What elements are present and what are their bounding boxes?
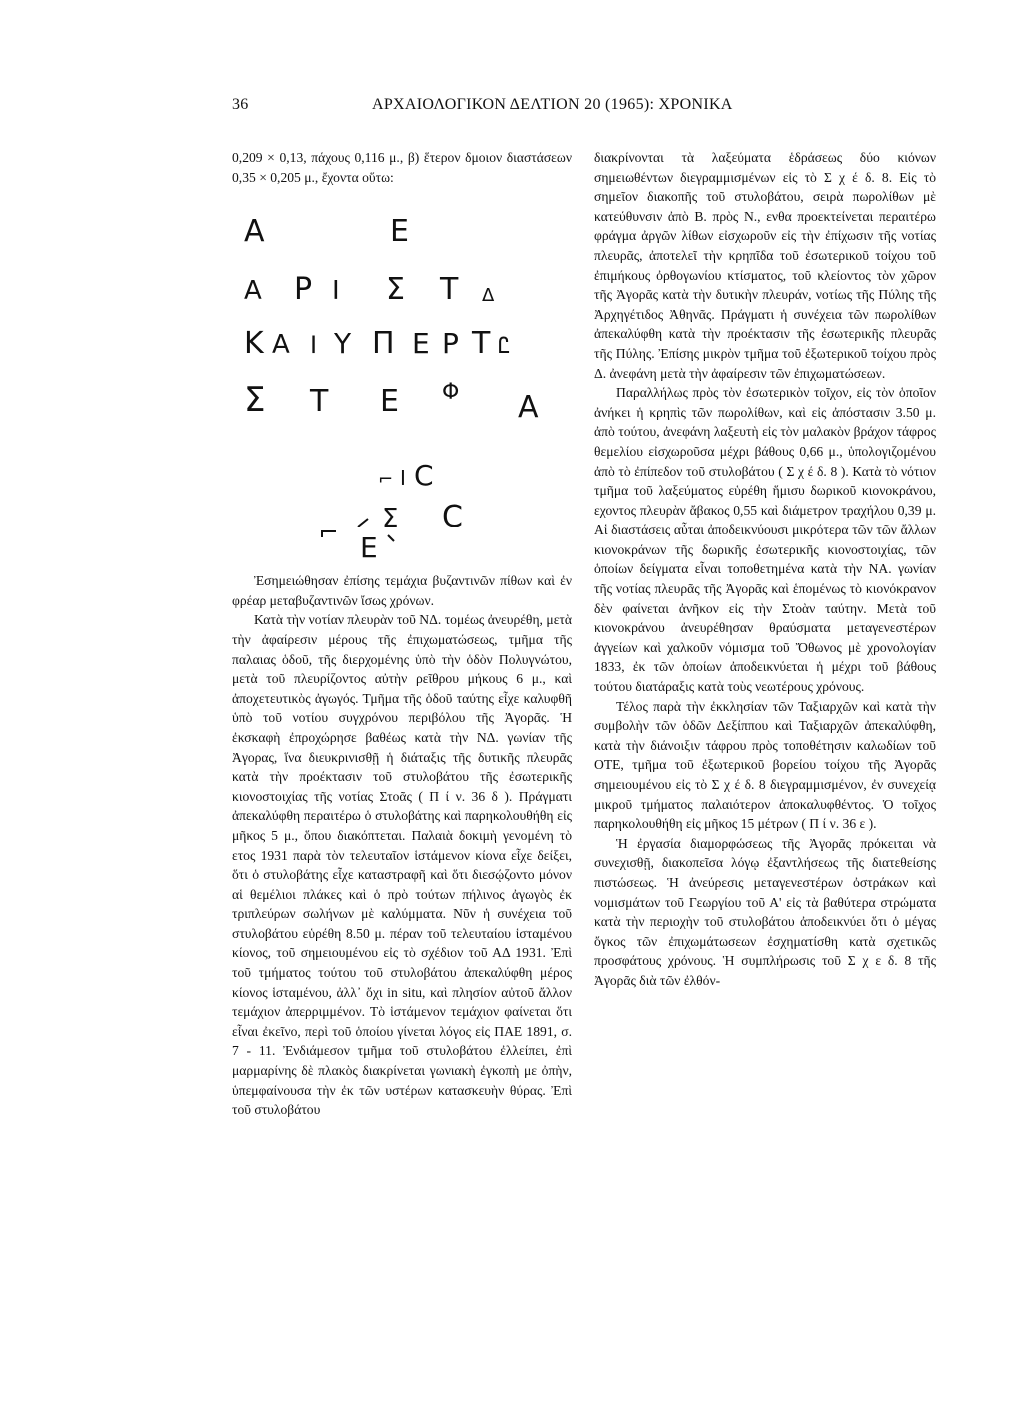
paragraph: διακρίνονται τὰ λαξεύματα ἑδράσεως δύο κιόνων σημειωθέντων διεγραμμισμένων εἰς τὸ Σ χ έ δ. 8. Εἰς τὸ σημεῖον διακοπῆς τοῦ στυλοβάτου, σειρὰ πωρολίθων μὲ κατεύθυνσιν ἀπὸ Β. πρὸς Ν., ενθα προεκτείνεται περαιτέρω φράγμα ἀργῶν λίθων εἰσχωροῦν εἰς τὴν ἐπίχωσιν τῆς νοτίας πλευρᾶς, ἀποτελεῖ τὴν κρηπῖδα τοῦ ἐσωτερικοῦ τοίχου τοῦ ἐπιμήκους ὀρθογωνίου κτίσματος, τοῦ κλείοντος τὸν χῶρον τῆς Ἀγορᾶς κατὰ τὴν δυτικὴν πλευράν, νοτίως τῆς Πύλης τῆς Ἀρχηγέτιδος Ἀθηνᾶς. Πράγματι ἡ συνέχεια τῶν πωρολίθων ἀπεκαλύφθη κατὰ τὴν προέκτασιν τῆς ἐσωτερικῆς πλευρᾶς τῆς Πύλης. Ἐπίσης μικρὸν τμῆμα τοῦ ἐξωτερικοῦ τοίχου πρὸς Δ. ἀνεφάνη μετὰ τὴν ἀφαίρεσιν τῶν ἐπιχωματώσεων. [594, 150, 936, 381]
inscription-letter: Ε [390, 214, 409, 250]
paragraph: Ἡ ἐργασία διαμορφώσεως τῆς Ἀγορᾶς πρόκειται νὰ συνεχισθῇ, διακοπεῖσα λόγῳ ἐξαντλήσεως τῆς διατεθείσης πιστώσεως. Ἡ ἀνεύρεσις μεταγενεστέρων ὀστράκων καὶ νομισμάτων τοῦ Γεωργίου τοῦ Α' εἰς τὰ βαθύτερα στρώματα κατὰ τὴν περιοχὴν τοῦ στυλοβάτου ἀποδεικνύει ὅτι ὁ μέγας ὄγκος τῶν ἐπιχωμάτωσεων ἐσχηματίσθη κατὰ σχετικῶς προσφάτους χρόνους. Ἡ συμπλήρωσις τοῦ Σ χ ε δ. 8 τῆς Ἀγορᾶς διὰ τῶν ἐλθόν- [594, 835, 936, 988]
inscription-letter: Ρ [294, 272, 313, 308]
inscription-letter: Α [244, 276, 262, 307]
inscription-letter: C [414, 459, 434, 493]
inscription-letter: Α [518, 390, 539, 426]
inscription-letter: Φ [442, 380, 460, 406]
inscription-letter: C [442, 500, 463, 528]
inscription-letter: Ε [360, 531, 378, 564]
left-column [232, 148, 572, 1120]
paragraph: Κατὰ τὴν νοτίαν πλευρὰν τοῦ ΝΔ. τομέως ἀνευρέθη, μετὰ τὴν ἀφαίρεσιν μέρους τῆς ἐπιχωματώσεως, τμῆμα τῆς παλαιας ὁδοῦ, τῆς διερχομένης ὑπὸ τὴν ὁδὸν Πολυγνώτου, μετὰ τοῦ πλευρίζοντος αὐτὴν ρεῖθρου μήκους 6 μ., καὶ ἀποχετευτικὸς ἀγωγός. Τμῆμα τῆς ὁδοῦ ταύτης εἶχε καλυφθῆ ὑπὸ τοῦ νοτίου συγχρόνου περιβόλου τῆς Ἀγορᾶς. Ἡ ἐκσκαφὴ ἐπροχώρησε βαθέως κατὰ τὴν ΝΔ. γωνίαν τῆς Ἀγορας, ἵνα διευκρινισθῇ ἡ διάταξις τῆς δυτικῆς πλευρᾶς κατὰ τὴν προέκτασιν τοῦ στυλοβάτου τῆς ἐσωτερικῆς κιονοστοιχίας τῆς νοτίας Στοᾶς ( Π ί ν. 36 δ ). Πράγματι ἀπεκαλύφθη περαιτέρω ὁ στυλοβάτης καὶ παρηκολουθήθη εἰς μῆκος 5 μ., ὅπου διακόπτεται. Παλαιὰ δοκιμὴ γενομένη τὸ ετος 1931 παρὰ τὸν τελευταῖον ἱστάμενον κίονα εἶχε δείξει, ὅτι ὁ στυλοβάτης εἶχε καταστραφῆ καὶ ὅτι διεσῴζοντο μόνον αἱ θεμέλιοι πλάκες καὶ ὁ πρὸ τούτων πήλινος ἀγωγὸς ἐκ τριπλεύρων σωλήνων μὲ καλύμματα. Νῦν ἡ συνέχεια τοῦ στυλοβάτου εὑρέθη 8.50 μ. πέραν τοῦ τελευταίου ἱσταμένου κίονος, τοῦ σημειουμένου εἰς τὸ σχέδιον τοῦ ΑΔ 1931. Ἐπὶ τοῦ τμήματος τούτου τοῦ στυλοβάτου ἀπεκαλύφθη μέρος κίονος ἱσταμένου, ἀλλ᾽ ὄχι in situ, καὶ πλησίον αὐτοῦ ἄλλον τεμάχιον ἀπερριμμένον. Τὸ ἱστάμενον τεμάχιον φαίνεται ὅτι εἶναι ἐκεῖνο, περὶ τοῦ ὁποίου γίνεται λόγος εἰς ΠΑΕ 1891, σ. 7 - 11. Ἐνδιάμεσον τμῆμα τοῦ στυλοβάτου ἐλλείπει, ἐπὶ μαρμαρίνης δὲ πλακὸς διακρίνεται γωνιακὴ ἐγκοπὴ με ὀπὴν, ὑπεμφαίνουσα τὴν ἐκ τῶν υστέρων κατασκευὴν θύρας. Ἐπὶ τοῦ στυλοβάτου [232, 612, 572, 1118]
inscription-stroke [322, 531, 336, 537]
inscription-letter: Ι [332, 276, 340, 307]
inscription-letter: Ꮭ [498, 334, 511, 360]
journal-title: ΑΡΧΑΙΟΛΟΓΙΚΟΝ ΔΕΛΤΙΟΝ 20 (1965): ΧΡΟΝΙΚΑ [372, 96, 733, 113]
inscription-letter: Σ [244, 380, 266, 421]
inscription-drawing [232, 193, 572, 527]
inscription-letter: Υ [334, 327, 352, 361]
inscription-letter: Ι [310, 331, 318, 360]
inscription-letter: Σ [386, 272, 405, 308]
inscription-letter: Π [372, 326, 395, 362]
inscription-last-line [232, 527, 572, 567]
intro-text: 0,209 × 0,13, πάχους 0,116 μ., β) ἕτερον δμοιον διαστάσεων 0,35 × 0,205 μ., ἔχοντα οὕτω: [232, 150, 572, 185]
inscription-letter: Τ [310, 384, 329, 420]
inscription-letter: ⌐ [378, 469, 394, 491]
inscription-letter: Σ [382, 504, 399, 528]
inscription-letter: Ε [380, 384, 399, 420]
inscription-svg [232, 193, 572, 527]
inscription-svg-tail [232, 523, 572, 563]
inscription-letter: Τ [472, 326, 491, 362]
inscription-letter: Ρ [442, 327, 459, 361]
paragraph: Παραλλήλως πρὸς τὸν ἐσωτερικὸν τοῖχον, εἰς τὸν ὁποῖον ἀνήκει ἡ κρηπὶς τῶν πωρολίθων, καὶ εἰς ἀπόστασιν 3.50 μ. ἀπὸ τούτου, ἀνεφάνη λαξευτὴ εἰς τὸν μαλακὸν βράχον τάφρος θεμελίου εἰσχωροῦσα μέχρι βάθους 0,66 μ., ὑπολογιζομένου ἀπὸ τὸ ἐπίπεδον τοῦ στυλοβάτου ( Σ χ έ δ. 8 ). Κατὰ τὸ νότιον τμῆμα τοῦ λαξεύματος εὑρέθη ἥμισυ δωρικοῦ κιονοκράνου, εχοντος πλευρὰν ἄβακος 0,55 καὶ διάμετρον τραχήλου 0,39 μ. Αἱ διαστάσεις αὗται ἀποδεικνύουσι μικρότερα τῶν τῶν ἄλλων κιονοκράνων τῆς δωρικῆς ἐσωτερικῆς κιονοστοιχίας, τῶν ὁποίων δείγματα εἶναι τοποθετημένα κατὰ τὴν ΝΑ. γωνίαν τῆς νοτίας πλευρᾶς τῆς Ἀγορᾶς καὶ ἑπομένως τὸ κιονόκρανον δὲν φαίνεται ἀνῆκον εἰς τὴν Στοὰν ταύτην. Μετὰ τοῦ κιονοκράνου ἀνευρέθησαν θραύσματα μεταγενεστέρων ἀγγείων καὶ χαλκοῦν νόμισμα τοῦ Ὄθωνος μὲ χρονολογίαν 1833, ἐκ τῶν ὁποίων ἀποδεικνύεται ἡ μέχρι τοῦ βάθους τούτου διατάραξις κατὰ τοὺς νεωτέρους χρόνους. [594, 385, 936, 695]
page-number: 36 [232, 96, 249, 113]
right-column [594, 148, 936, 991]
inscription-stroke [388, 535, 394, 541]
inscription-letter: ᐃ [482, 285, 495, 307]
paragraph: Τέλος παρὰ τὴν ἐκκλησίαν τῶν Ταξιαρχῶν καὶ κατὰ τὴν συμβολὴν τῶν ὁδῶν Δεξίππου καὶ Ταξιαρχῶν ἀπεκαλύφθη, κατὰ τὴν διάνοιξιν τάφρου πρὸς τοποθέτησιν καλωδίων τοῦ ΟΤΕ, τμῆμα τοῦ ἐξωτερικοῦ βορείου τοίχου τῆς Ἀγορᾶς σημειουμένου εἰς τὸ Σ χ έ δ. 8 διεγραμμισμένον, ἐν συνεχείᾳ μικροῦ τμήματος παλαιότερον ἀποκαλυφθέντος. Ὁ τοῖχος παρηκολουθήθη εἰς μῆκος 15 μέτρων ( Π ί ν. 36 ε ). [594, 698, 936, 832]
paragraph: Ἐσημειώθησαν ἐπίσης τεμάχια βυζαντινῶν πίθων καὶ ἐν φρέαρ μεταβυζαντινῶν ἴσως χρόνων. [232, 573, 572, 608]
inscription-letter: Κ [244, 326, 264, 362]
inscription-letter: Ε [412, 327, 430, 361]
inscription-letter: Α [244, 214, 265, 250]
inscription-letter: Ι [400, 466, 406, 491]
inscription-letter: Α [272, 330, 290, 361]
inscription-letter: Τ [440, 272, 459, 308]
